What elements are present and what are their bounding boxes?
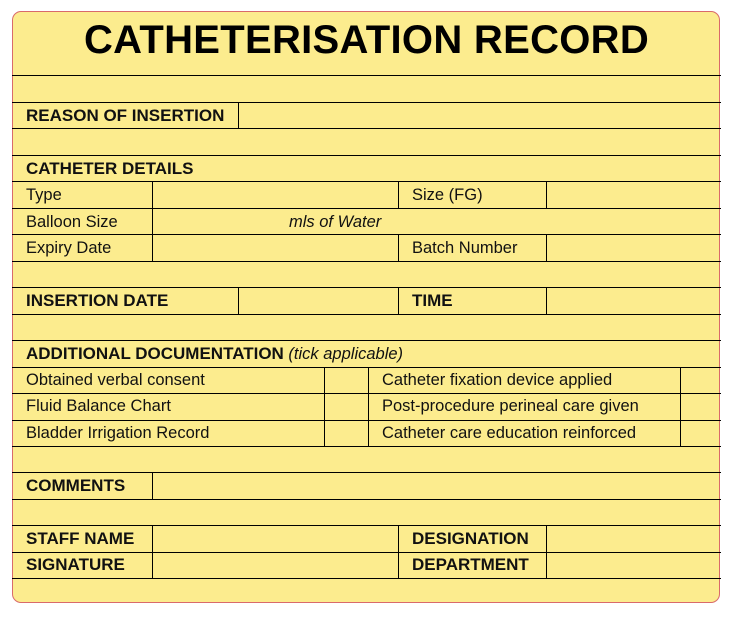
department-label: DEPARTMENT <box>412 555 529 574</box>
type-field[interactable] <box>154 182 397 207</box>
department-field[interactable] <box>548 553 720 577</box>
reason-label: REASON OF INSERTION <box>26 106 225 125</box>
cell-divider <box>546 181 547 208</box>
size-field[interactable] <box>548 182 720 207</box>
tick-box[interactable] <box>326 368 367 392</box>
item-label: Bladder Irrigation Record <box>26 424 210 442</box>
item-label: Fluid Balance Chart <box>26 397 171 415</box>
size-label: Size (FG) <box>412 186 483 204</box>
item-label: Catheter care education reinforced <box>382 424 637 442</box>
cell-divider <box>152 181 153 261</box>
item-label: Catheter fixation device applied <box>382 371 613 389</box>
signature-field[interactable] <box>154 553 397 577</box>
tick-box[interactable] <box>326 395 367 419</box>
page-title: CATHETERISATION RECORD <box>83 18 650 62</box>
row-divider <box>12 446 721 447</box>
cell-divider <box>546 525 547 578</box>
tick-box[interactable] <box>682 421 720 445</box>
cell-divider <box>398 181 399 208</box>
row-divider <box>12 128 721 129</box>
cell-divider <box>238 102 239 128</box>
batch-number-field[interactable] <box>548 235 720 260</box>
row-divider <box>12 499 721 500</box>
item-label: Post-procedure perineal care given <box>382 397 639 415</box>
expiry-date-field[interactable] <box>154 235 397 260</box>
row-divider <box>12 578 721 579</box>
row-divider <box>12 261 721 262</box>
cell-divider <box>324 367 325 446</box>
row-divider <box>12 314 721 315</box>
tick-box[interactable] <box>326 421 367 445</box>
comments-field[interactable] <box>154 473 720 498</box>
row-divider <box>12 340 721 341</box>
tick-box[interactable] <box>682 395 720 419</box>
insertion-date-field[interactable] <box>240 288 397 313</box>
additional-heading-text: ADDITIONAL DOCUMENTATION <box>26 344 284 363</box>
time-label: TIME <box>412 291 453 310</box>
row-divider <box>12 155 721 156</box>
reason-field[interactable] <box>240 103 720 127</box>
row-divider <box>12 393 721 394</box>
tick-applicable-note: (tick applicable) <box>288 345 404 363</box>
time-field[interactable] <box>548 288 720 313</box>
type-label: Type <box>26 186 62 204</box>
cell-divider <box>152 525 153 578</box>
catheter-details-heading: CATHETER DETAILS <box>26 159 194 178</box>
balloon-size-label: Balloon Size <box>26 213 118 231</box>
item-label: Obtained verbal consent <box>26 371 205 389</box>
tick-box[interactable] <box>682 368 720 392</box>
staff-name-label: STAFF NAME <box>26 529 135 548</box>
cell-divider <box>368 367 369 446</box>
cell-divider <box>398 525 399 578</box>
comments-label: COMMENTS <box>26 476 126 495</box>
designation-field[interactable] <box>548 526 720 551</box>
cell-divider <box>546 234 547 261</box>
additional-documentation-heading <box>26 344 403 364</box>
balloon-unit-label: mls of Water <box>289 213 382 231</box>
row-divider <box>12 75 721 76</box>
cell-divider <box>238 287 239 314</box>
signature-label: SIGNATURE <box>26 555 125 574</box>
cell-divider <box>546 287 547 314</box>
cell-divider <box>398 234 399 261</box>
cell-divider <box>398 287 399 314</box>
expiry-date-label: Expiry Date <box>26 239 112 257</box>
cell-divider <box>680 367 681 446</box>
batch-number-label: Batch Number <box>412 239 518 257</box>
insertion-date-label: INSERTION DATE <box>26 291 169 310</box>
designation-label: DESIGNATION <box>412 529 529 548</box>
cell-divider <box>152 472 153 499</box>
staff-name-field[interactable] <box>154 526 397 551</box>
